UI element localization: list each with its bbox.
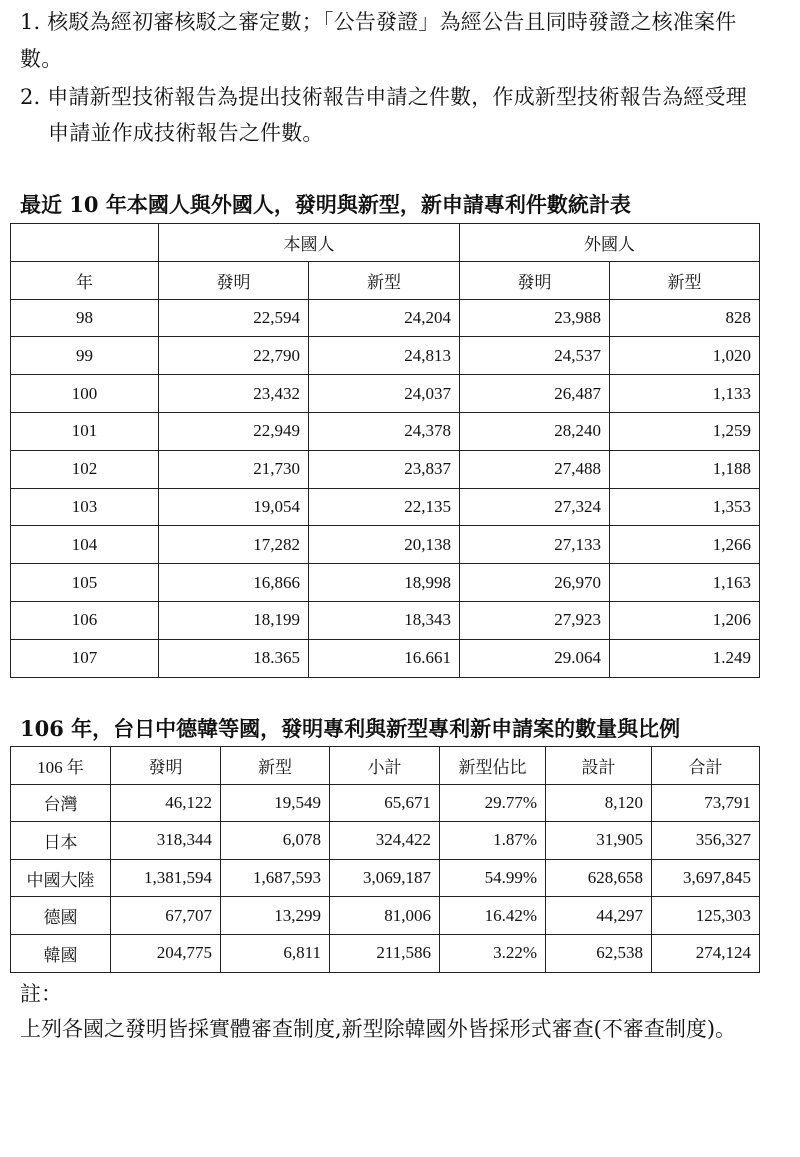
cell-total: 73,791 — [652, 784, 760, 822]
cell-domestic-invention: 17,282 — [159, 526, 309, 564]
cell-domestic-invention: 16,866 — [159, 564, 309, 602]
cell-utility: 6,078 — [221, 822, 330, 860]
table-1-column-header — [11, 261, 760, 299]
note-2-line-2: 申請並作成技術報告之件數。 — [48, 121, 324, 145]
cell-domestic-invention: 22,790 — [159, 337, 309, 375]
cell-foreign-invention: 26,970 — [460, 564, 610, 602]
cell-country: 韓國 — [11, 934, 111, 972]
cell-domestic-invention: 22,594 — [159, 299, 309, 337]
cell-domestic-utility: 16.661 — [309, 639, 460, 677]
cell-country: 德國 — [11, 897, 111, 935]
table-row — [11, 822, 760, 860]
cell-domestic-utility: 24,204 — [309, 299, 460, 337]
cell-foreign-utility: 828 — [610, 299, 760, 337]
table-2-header-row — [11, 747, 760, 785]
header-total: 合計 — [652, 747, 760, 785]
cell-invention: 1,381,594 — [111, 859, 221, 897]
cell-domestic-invention: 18.365 — [159, 639, 309, 677]
cell-year: 106 — [11, 601, 159, 639]
table-row — [11, 897, 760, 935]
cell-foreign-utility: 1,353 — [610, 488, 760, 526]
cell-foreign-utility: 1,206 — [610, 601, 760, 639]
cell-subtotal: 81,006 — [330, 897, 440, 935]
cell-foreign-invention: 26,487 — [460, 375, 610, 413]
cell-domestic-utility: 22,135 — [309, 488, 460, 526]
cell-domestic-utility: 24,378 — [309, 412, 460, 450]
header-invention: 發明 — [111, 747, 221, 785]
cell-foreign-invention: 23,988 — [460, 299, 610, 337]
cell-subtotal: 3,069,187 — [330, 859, 440, 897]
cell-country: 台灣 — [11, 784, 111, 822]
table-row — [11, 412, 760, 450]
cell-country: 中國大陸 — [11, 859, 111, 897]
header-utility: 新型 — [221, 747, 330, 785]
cell-invention: 318,344 — [111, 822, 221, 860]
cell-foreign-invention: 29.064 — [460, 639, 610, 677]
cell-foreign-invention: 27,488 — [460, 450, 610, 488]
cell-foreign-invention: 24,537 — [460, 337, 610, 375]
table-row — [11, 488, 760, 526]
cell-domestic-invention: 23,432 — [159, 375, 309, 413]
footnote-text: 上列各國之發明皆採實體審查制度,新型除韓國外皆採形式審查(不審查制度)。 — [20, 1017, 737, 1041]
cell-domestic-utility: 24,813 — [309, 337, 460, 375]
cell-foreign-invention: 28,240 — [460, 412, 610, 450]
table-row — [11, 526, 760, 564]
note-1-line-2: 數。 — [20, 47, 63, 71]
cell-foreign-utility: 1,163 — [610, 564, 760, 602]
note-1-line-1: 1. 核駁為經初審核駁之審定數；「公告發證」為經公告且同時發證之核准案件 — [20, 10, 737, 34]
cell-utility-ratio: 16.42% — [440, 897, 546, 935]
cell-design: 31,905 — [546, 822, 652, 860]
header-subtotal: 小計 — [330, 747, 440, 785]
table-row — [11, 934, 760, 972]
table-2-title: 106 年，台日中德韓等國，發明專利與新型專利新申請案的數量與比例 — [20, 716, 681, 741]
cell-design: 44,297 — [546, 897, 652, 935]
cell-domestic-utility: 18,998 — [309, 564, 460, 602]
table-row — [11, 375, 760, 413]
cell-utility-ratio: 54.99% — [440, 859, 546, 897]
table-row — [11, 564, 760, 602]
header-domestic-invention: 發明 — [159, 261, 309, 299]
cell-domestic-utility: 24,037 — [309, 375, 460, 413]
cell-utility: 1,687,593 — [221, 859, 330, 897]
header-design: 設計 — [546, 747, 652, 785]
cell-subtotal: 65,671 — [330, 784, 440, 822]
cell-subtotal: 324,422 — [330, 822, 440, 860]
cell-design: 628,658 — [546, 859, 652, 897]
header-domestic: 本國人 — [159, 224, 460, 262]
cell-year: 99 — [11, 337, 159, 375]
cell-utility-ratio: 3.22% — [440, 934, 546, 972]
cell-domestic-utility: 18,343 — [309, 601, 460, 639]
cell-year: 102 — [11, 450, 159, 488]
table-row — [11, 299, 760, 337]
cell-domestic-invention: 18,199 — [159, 601, 309, 639]
table-row — [11, 337, 760, 375]
table-row — [11, 859, 760, 897]
header-blank-cell — [11, 224, 159, 262]
cell-foreign-invention: 27,923 — [460, 601, 610, 639]
cell-foreign-utility: 1,020 — [610, 337, 760, 375]
cell-design: 62,538 — [546, 934, 652, 972]
header-foreign-invention: 發明 — [460, 261, 610, 299]
cell-year: 101 — [11, 412, 159, 450]
cell-invention: 67,707 — [111, 897, 221, 935]
cell-invention: 46,122 — [111, 784, 221, 822]
table-row — [11, 639, 760, 677]
cell-domestic-utility: 20,138 — [309, 526, 460, 564]
header-country: 106 年 — [11, 747, 111, 785]
cell-total: 356,327 — [652, 822, 760, 860]
table-row — [11, 601, 760, 639]
note-2-line-1: 2. 申請新型技術報告為提出技術報告申請之件數，作成新型技術報告為經受理 — [20, 85, 747, 109]
cell-foreign-utility: 1,188 — [610, 450, 760, 488]
cell-year: 100 — [11, 375, 159, 413]
cell-year: 103 — [11, 488, 159, 526]
country-comparison-table — [10, 746, 760, 973]
table-row — [11, 784, 760, 822]
footnote-label: 註： — [20, 982, 62, 1006]
cell-design: 8,120 — [546, 784, 652, 822]
cell-foreign-utility: 1,133 — [610, 375, 760, 413]
header-utility-ratio: 新型佔比 — [440, 747, 546, 785]
cell-invention: 204,775 — [111, 934, 221, 972]
cell-country: 日本 — [11, 822, 111, 860]
cell-year: 105 — [11, 564, 159, 602]
table-1-group-header — [11, 224, 760, 262]
cell-foreign-invention: 27,324 — [460, 488, 610, 526]
cell-domestic-invention: 19,054 — [159, 488, 309, 526]
cell-utility: 13,299 — [221, 897, 330, 935]
cell-foreign-utility: 1,266 — [610, 526, 760, 564]
cell-year: 107 — [11, 639, 159, 677]
cell-foreign-utility: 1.249 — [610, 639, 760, 677]
cell-utility: 19,549 — [221, 784, 330, 822]
header-domestic-utility: 新型 — [309, 261, 460, 299]
patent-statistics-table — [10, 223, 760, 678]
table-1-title: 最近 10 年本國人與外國人，發明與新型，新申請專利件數統計表 — [20, 192, 631, 217]
cell-domestic-invention: 22,949 — [159, 412, 309, 450]
cell-foreign-utility: 1,259 — [610, 412, 760, 450]
cell-utility: 6,811 — [221, 934, 330, 972]
cell-domestic-invention: 21,730 — [159, 450, 309, 488]
cell-subtotal: 211,586 — [330, 934, 440, 972]
cell-utility-ratio: 29.77% — [440, 784, 546, 822]
cell-total: 3,697,845 — [652, 859, 760, 897]
table-row — [11, 450, 760, 488]
header-foreign-utility: 新型 — [610, 261, 760, 299]
header-foreign: 外國人 — [460, 224, 760, 262]
cell-foreign-invention: 27,133 — [460, 526, 610, 564]
cell-utility-ratio: 1.87% — [440, 822, 546, 860]
cell-domestic-utility: 23,837 — [309, 450, 460, 488]
header-year: 年 — [11, 261, 159, 299]
cell-total: 274,124 — [652, 934, 760, 972]
cell-year: 98 — [11, 299, 159, 337]
cell-total: 125,303 — [652, 897, 760, 935]
cell-year: 104 — [11, 526, 159, 564]
